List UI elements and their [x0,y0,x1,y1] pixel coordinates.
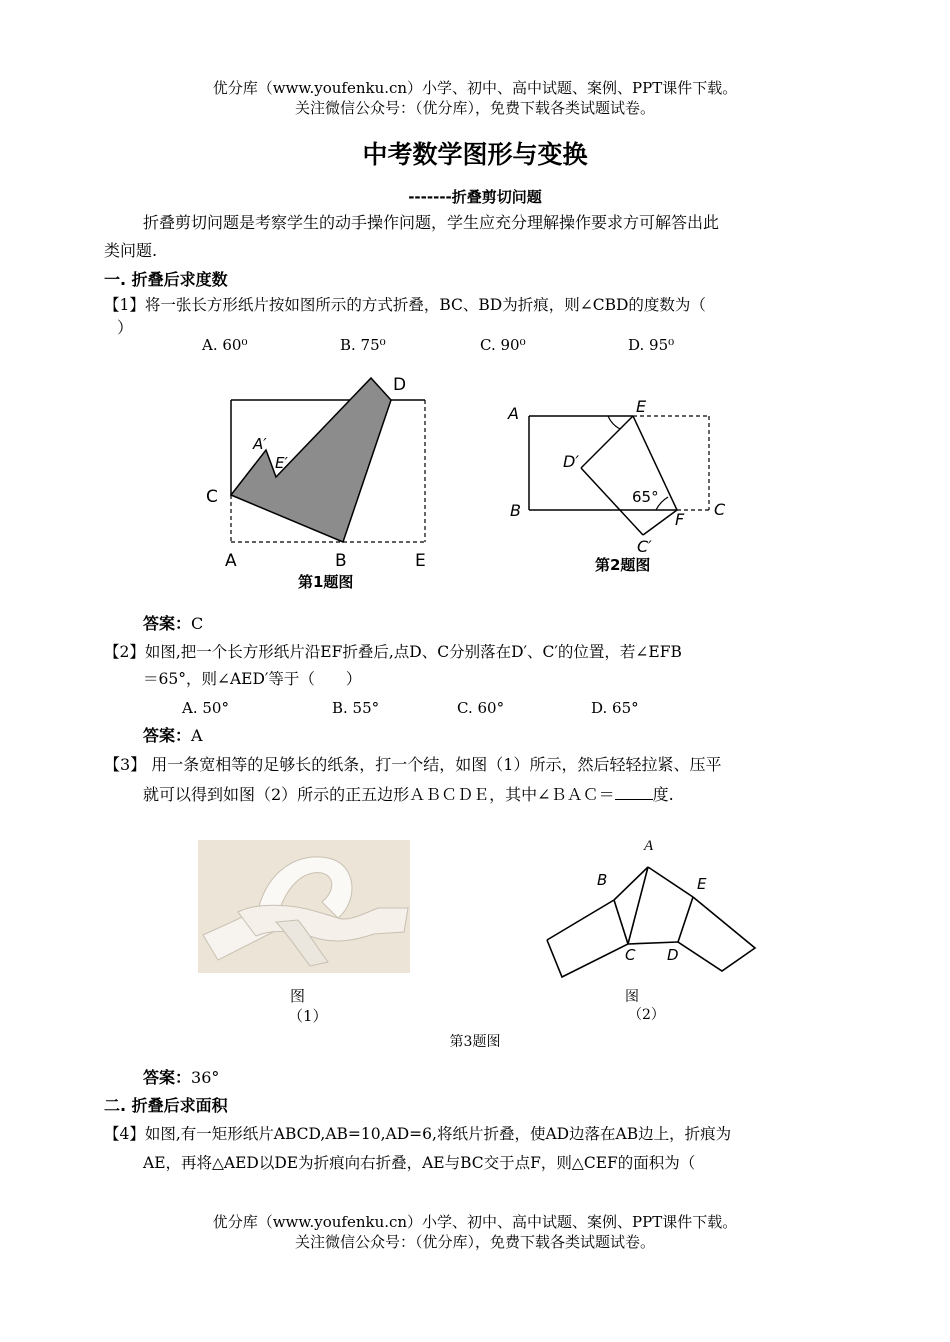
fig3-label-a: A [644,838,654,854]
q2-option-d: D. 65° [591,699,639,717]
fig2-label-c-prime: C′ [637,537,652,556]
fig1-folded-shape [231,378,391,542]
fig3-2-caption-b: （2） [628,1007,665,1023]
q2-answer [143,724,203,748]
intro-line-2: 类问题. [104,241,158,260]
header-line-2: 关注微信公众号：（优分库），免费下载各类试题试卷。 [294,99,655,117]
fig2-label-c: C [714,500,726,519]
fig2-caption: 第2题图 [595,556,651,574]
fig1-label-a-prime: A′ [253,435,267,453]
figure-1 [195,365,455,597]
q2-option-b: B. 55° [332,699,380,717]
q1-option-d: D. 95⁰ [628,336,675,354]
fig3-1-caption-b: （1） [288,1007,328,1025]
fig2-label-f: F [675,510,685,529]
fig2-label-a: A [508,404,519,423]
fig2-label-d-prime: D′ [563,452,579,471]
section-heading-1: 一. 折叠后求度数 [104,270,228,289]
section-heading-2: 二. 折叠后求面积 [104,1096,228,1115]
fig1-label-d: D [393,375,407,395]
q1-answer-value: C [191,614,204,633]
pentagon-strips [547,867,755,977]
fig2-label-e: E [636,397,647,416]
q1-option-a: A. 60⁰ [202,336,248,354]
q3-text-line-2 [143,783,674,807]
fig1-caption: 第1题图 [298,573,354,591]
fig1-label-c: C [206,487,218,507]
q4-text-line-1: 【4】如图,有一矩形纸片ABCD,AB=10,AD=6,将纸片折叠，使AD边落在AB边上，折痕为 [104,1125,732,1143]
q1-text-line-1: 【1】将一张长方形纸片按如图所示的方式折叠，BC、BD为折痕，则∠CBD的度数为（ [104,296,706,314]
fig3-caption: 第3题图 [449,1034,501,1050]
q3-text-line-2b: 度. [652,785,674,804]
fig3-label-d: D [667,946,679,964]
q3-text-line-1: 【3】 用一条宽相等的足够长的纸条，打一个结，如图（1）所示，然后轻轻拉紧、压平 [104,755,722,774]
figure-3-diagram [540,832,765,982]
q3-answer-blank [615,783,653,800]
figure-3-photo [198,840,410,973]
q2-text-line-2: ＝65°，则∠AED′等于（ ） [143,670,362,688]
header-line-1: 优分库（www.youfenku.cn）小学、初中、高中试题、案例、PPT课件下载。 [212,79,738,97]
q2-option-c: C. 60° [457,699,505,717]
q3-answer-label: 答案： [143,1068,192,1087]
q1-answer-label: 答案： [143,614,192,633]
page-subtitle: -------折叠剪切问题 [408,188,542,206]
fig3-label-c: C [625,946,636,964]
q2-text-line-1: 【2】如图,把一个长方形纸片沿EF折叠后,点D、C分别落在D′、C′的位置，若∠EFB [104,643,682,661]
q3-answer-value: 36° [191,1068,220,1087]
q1-text-line-2: ） [117,318,134,337]
fig2-angle-label: 65° [632,488,659,506]
footer-line-2: 关注微信公众号：（优分库），免费下载各类试题试卷。 [294,1233,655,1251]
q1-answer [143,612,203,636]
q3-text-line-2a: 就可以得到如图（2）所示的正五边形ＡＢＣＤＥ，其中∠ＢＡＣ＝ [143,785,615,804]
q2-option-a: A. 50° [182,699,229,717]
fig3-2-caption-a: 图 [625,989,639,1005]
intro-line-1: 折叠剪切问题是考察学生的动手操作问题，学生应充分理解操作要求方可解答出此 [143,213,720,232]
fig3-1-caption-a: 图 [290,987,306,1005]
q2-answer-label: 答案： [143,726,192,745]
q4-text-line-2: AE，再将△AED以DE为折痕向右折叠，AE与BC交于点F，则△CEF的面积为（ [143,1154,696,1172]
q3-answer [143,1066,219,1090]
q1-option-c: C. 90⁰ [480,336,526,354]
q1-option-b: B. 75⁰ [340,336,386,354]
figure-2 [500,392,740,577]
fig1-label-b: B [335,551,347,571]
fig1-label-e-prime: E′ [275,454,288,472]
fig1-label-e: E [415,551,426,571]
fig3-label-e: E [697,875,707,893]
fig2-angle-arc-e [608,416,620,429]
fig2-label-b: B [510,501,521,520]
fig1-label-a: A [225,551,237,571]
fig2-folded-part [581,416,677,535]
page-title: 中考数学图形与变换 [362,140,588,169]
fig3-label-b: B [597,871,608,889]
q2-answer-value: A [191,726,203,745]
footer-line-1: 优分库（www.youfenku.cn）小学、初中、高中试题、案例、PPT课件下载。 [212,1213,738,1231]
